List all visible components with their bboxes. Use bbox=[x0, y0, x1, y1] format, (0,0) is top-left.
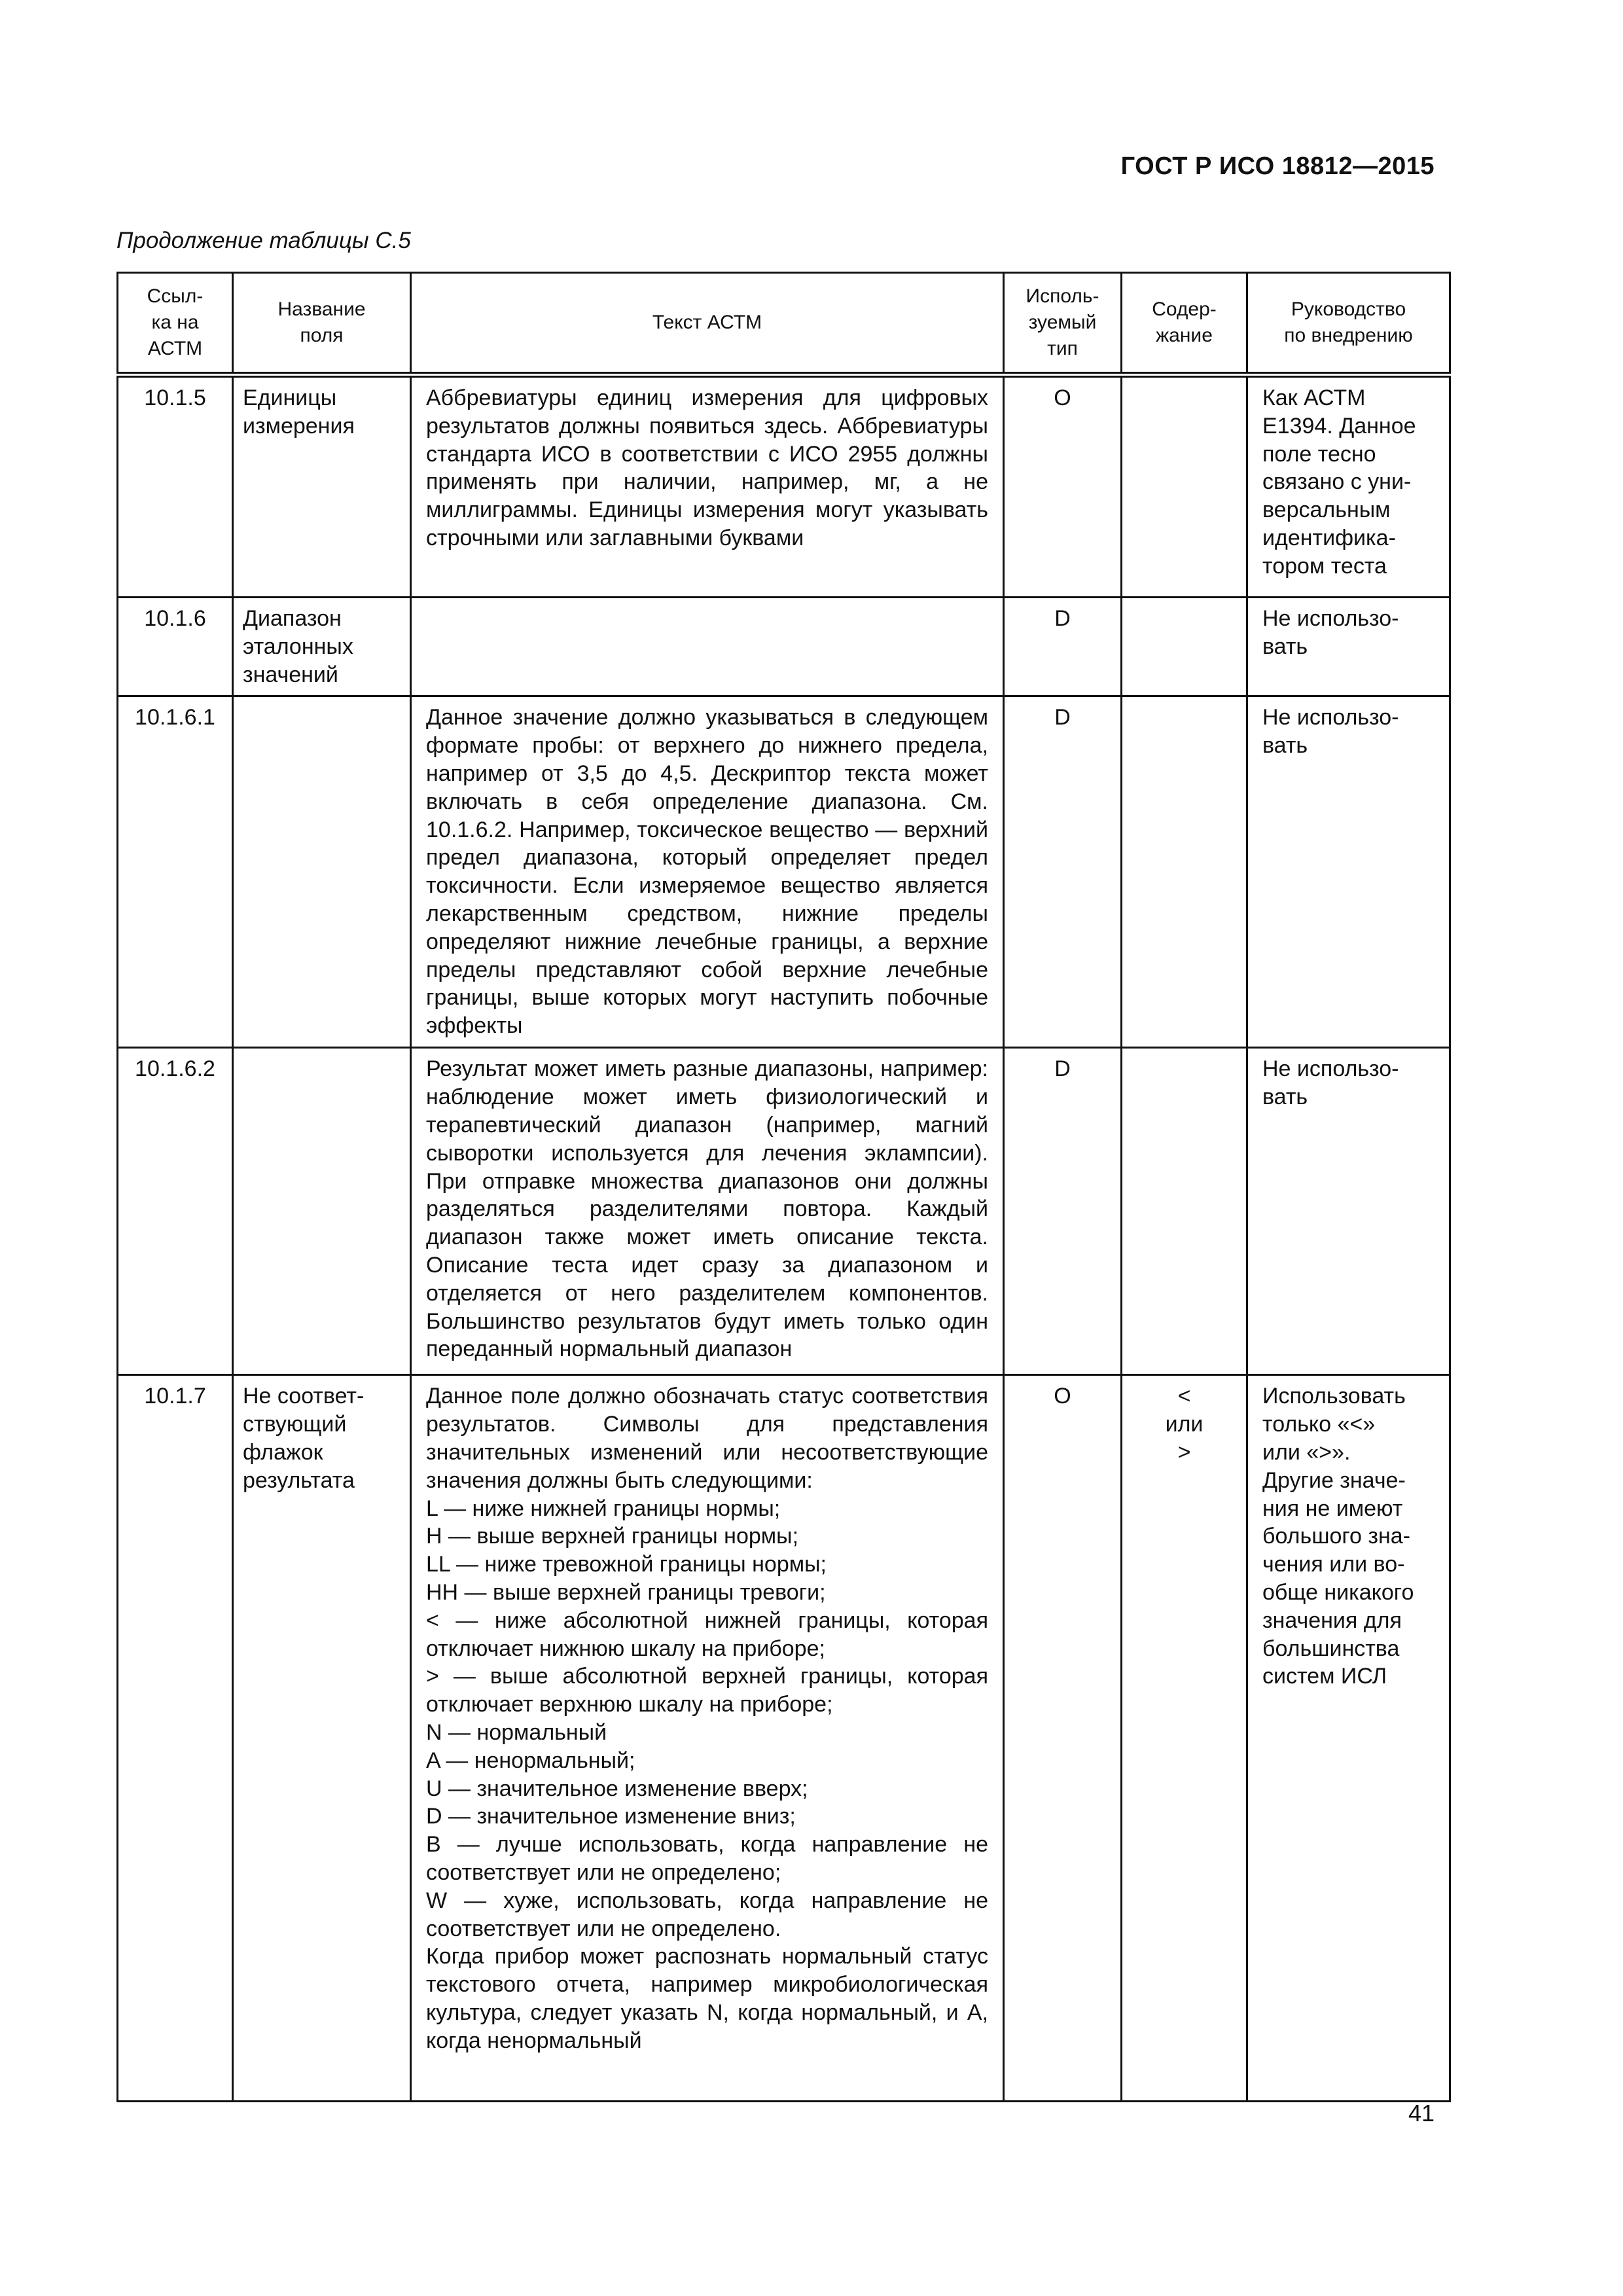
field-name-line: результата bbox=[243, 1467, 355, 1493]
astm-text-paragraph: Результат может иметь разные диапазоны, например: наблюдение может иметь физиологический и терапевтический диапазон (например, магний сыворотки используется для лечения эклампсии). При отправке множества диапазонов они должны разделяться разделителями повтора. Каждый диапазон также может иметь описание текста. Описание теста идет сразу за диапазоном и отделяется от него разделителем компонентов. Большинство результатов будут иметь только один переданный нормальный диапазон bbox=[426, 1056, 988, 1362]
cell-used-type bbox=[1004, 1048, 1122, 1375]
implementation-guide-line: значения для bbox=[1262, 1607, 1402, 1633]
field-name-line: Диапазон bbox=[243, 606, 342, 631]
cell-content bbox=[1122, 1048, 1247, 1375]
astm-text-paragraph: Когда прибор может распознать нормальный статус текстового отчета, например микробиологическая культура, следует указать N, когда нормальный, и A, когда ненормальный bbox=[426, 1944, 988, 2053]
implementation-guide-line: поле тесно bbox=[1262, 441, 1376, 467]
table-row bbox=[118, 696, 1450, 1048]
astm-text-paragraph: > — выше абсолютной верхней границы, которая отключает верхнюю шкалу на приборе; bbox=[426, 1664, 988, 1717]
field-name-line: измерения bbox=[243, 413, 355, 439]
astm-text-paragraph: Аббревиатуры единиц измерения для цифровых результатов должны появиться здесь. Аббревиатуры стандарта ИСО в соответствии с ИСО 2955 должны применять при наличии, например, мг, а не миллиграммы. Единицы измерения могут указывать строчными или заглавными буквами bbox=[426, 386, 988, 550]
astm-reference-value: 10.1.6 bbox=[144, 606, 206, 631]
implementation-guide-line: Е1394. Данное bbox=[1262, 413, 1416, 439]
cell-astm-text bbox=[411, 1375, 1004, 2102]
cell-content bbox=[1122, 1375, 1247, 2102]
astm-reference-value: 10.1.5 bbox=[144, 386, 206, 410]
column-header-line: Текст АСТМ bbox=[652, 312, 762, 333]
column-header-line: зуемый bbox=[1028, 312, 1097, 333]
astm-text-paragraph: D — значительное изменение вниз; bbox=[426, 1804, 796, 1829]
cell-content bbox=[1122, 696, 1247, 1048]
cell-implementation-guide bbox=[1247, 1375, 1450, 2102]
column-header-line: Ссыл- bbox=[147, 285, 204, 307]
cell-used-type bbox=[1004, 598, 1122, 696]
astm-reference-value: 10.1.6.2 bbox=[135, 1056, 215, 1082]
cell-astm-text bbox=[411, 696, 1004, 1048]
content-line: или bbox=[1165, 1412, 1204, 1437]
implementation-guide-line: тором теста bbox=[1262, 553, 1387, 579]
column-header-line: Руководство bbox=[1291, 298, 1406, 320]
implementation-guide-line: большого зна- bbox=[1262, 1524, 1410, 1549]
column-header-guide bbox=[1247, 273, 1450, 375]
cell-astm-reference bbox=[118, 598, 233, 696]
column-header-type bbox=[1004, 273, 1122, 375]
content-line: > bbox=[1177, 1439, 1191, 1465]
cell-field-name bbox=[233, 696, 411, 1048]
implementation-guide-line: версальным bbox=[1262, 497, 1391, 523]
column-header-text bbox=[411, 273, 1004, 375]
astm-text-paragraph: HH — выше верхней границы тревоги; bbox=[426, 1579, 826, 1605]
table-row bbox=[118, 1375, 1450, 2102]
astm-text-paragraph: LL — ниже тревожной границы нормы; bbox=[426, 1552, 827, 1577]
astm-reference-value: 10.1.6.1 bbox=[135, 705, 215, 730]
cell-implementation-guide bbox=[1247, 696, 1450, 1048]
used-type-value: D bbox=[1054, 606, 1071, 631]
used-type-value: D bbox=[1054, 1056, 1071, 1082]
column-header-name bbox=[233, 273, 411, 375]
cell-used-type bbox=[1004, 696, 1122, 1048]
implementation-guide-line: систем ИСЛ bbox=[1262, 1664, 1387, 1689]
implementation-guide-line: чения или во- bbox=[1262, 1552, 1405, 1577]
implementation-guide-line: Не использо- bbox=[1262, 606, 1399, 631]
implementation-guide-line: Как АСТМ bbox=[1262, 386, 1366, 410]
table-row bbox=[118, 598, 1450, 696]
table-caption: Продолжение таблицы С.5 bbox=[116, 228, 411, 253]
astm-text-paragraph: N — нормальный bbox=[426, 1719, 607, 1745]
column-header-line: АСТМ bbox=[147, 338, 203, 359]
column-header-ref bbox=[118, 273, 233, 375]
cell-implementation-guide bbox=[1247, 375, 1450, 598]
astm-text-paragraph: H — выше верхней границы нормы; bbox=[426, 1524, 799, 1549]
field-name-line: эталонных bbox=[243, 634, 353, 659]
field-name-line: ствующий bbox=[243, 1412, 347, 1437]
cell-astm-reference bbox=[118, 1375, 233, 2102]
cell-used-type bbox=[1004, 375, 1122, 598]
cell-astm-reference bbox=[118, 1048, 233, 1375]
cell-content bbox=[1122, 598, 1247, 696]
field-name-line: Единицы bbox=[243, 386, 337, 410]
implementation-guide-line: ния не имеют bbox=[1262, 1496, 1403, 1521]
field-name-line: флажок bbox=[243, 1439, 323, 1465]
column-header-line: по внедрению bbox=[1284, 325, 1413, 346]
implementation-guide-line: связано с уни- bbox=[1262, 469, 1412, 495]
column-header-line: тип bbox=[1047, 338, 1078, 359]
field-name-line: значений bbox=[243, 662, 338, 687]
document-designation: ГОСТ Р ИСО 18812—2015 bbox=[1120, 152, 1435, 180]
column-header-content bbox=[1122, 273, 1247, 375]
astm-text-paragraph: L — ниже нижней границы нормы; bbox=[426, 1496, 781, 1521]
cell-content bbox=[1122, 375, 1247, 598]
astm-text-paragraph: < — ниже абсолютной нижней границы, которая отключает нижнюю шкалу на приборе; bbox=[426, 1607, 988, 1661]
implementation-guide-line: или «>». bbox=[1262, 1439, 1351, 1465]
table-header-row bbox=[118, 273, 1450, 375]
implementation-guide-line: Использовать bbox=[1262, 1384, 1406, 1409]
implementation-guide-line: идентифика- bbox=[1262, 525, 1396, 550]
implementation-guide-line: вать bbox=[1262, 733, 1308, 759]
cell-implementation-guide bbox=[1247, 598, 1450, 696]
cell-field-name bbox=[233, 375, 411, 598]
astm-text-paragraph: W — хуже, использовать, когда направление не соответствует или не определено. bbox=[426, 1888, 988, 1941]
cell-field-name bbox=[233, 1375, 411, 2102]
column-header-line: поля bbox=[300, 325, 344, 346]
implementation-guide-line: Не использо- bbox=[1262, 705, 1399, 730]
used-type-value: O bbox=[1054, 1384, 1071, 1409]
table-row bbox=[118, 1048, 1450, 1375]
cell-astm-text bbox=[411, 598, 1004, 696]
cell-astm-reference bbox=[118, 696, 233, 1048]
column-header-line: Исполь- bbox=[1026, 285, 1099, 307]
astm-text-paragraph: Данное значение должно указываться в следующем формате пробы: от верхнего до нижнего предела, например от 3,5 до 4,5. Дескриптор текста может включать в себя определение диапазона. См. 10.1.6.2. Например, токсическое вещество — верхний предел диапазона, который определяет предел токсичности. Если измеряемое вещество является лекарственным средством, нижние пределы определяют нижние лечебные границы, а верхние пределы представляют собой верхние лечебные границы, выше которых могут наступить побочные эффекты bbox=[426, 705, 988, 1039]
astm-reference-value: 10.1.7 bbox=[144, 1384, 206, 1409]
implementation-guide-line: Другие значе- bbox=[1262, 1467, 1406, 1493]
content-line: < bbox=[1177, 1384, 1191, 1409]
astm-text-paragraph: U — значительное изменение вверх; bbox=[426, 1776, 808, 1801]
field-name-line: Не соответ- bbox=[243, 1384, 365, 1409]
column-header-line: жание bbox=[1156, 325, 1213, 346]
implementation-guide-line: обще никакого bbox=[1262, 1579, 1414, 1605]
implementation-guide-line: Не использо- bbox=[1262, 1056, 1399, 1082]
column-header-line: Содер- bbox=[1152, 298, 1217, 320]
astm-text-paragraph: B — лучше использовать, когда направление не соответствует или не определено; bbox=[426, 1832, 988, 1885]
implementation-guide-line: вать bbox=[1262, 634, 1308, 659]
table-row bbox=[118, 375, 1450, 598]
cell-field-name bbox=[233, 598, 411, 696]
used-type-value: D bbox=[1054, 705, 1071, 730]
implementation-guide-line: только «<» bbox=[1262, 1412, 1376, 1437]
specification-table bbox=[116, 272, 1451, 2102]
implementation-guide-line: вать bbox=[1262, 1085, 1308, 1110]
implementation-guide-line: большинства bbox=[1262, 1636, 1400, 1661]
table-body bbox=[118, 375, 1450, 2102]
cell-astm-text bbox=[411, 375, 1004, 598]
cell-field-name bbox=[233, 1048, 411, 1375]
astm-text-paragraph: A — ненормальный; bbox=[426, 1748, 635, 1773]
page-number: 41 bbox=[1408, 2100, 1435, 2126]
astm-text-paragraph: Данное поле должно обозначать статус соответствия результатов. Символы для представления значительных изменений или несоответствующие значения должны быть следующими: bbox=[426, 1384, 988, 1493]
cell-implementation-guide bbox=[1247, 1048, 1450, 1375]
column-header-line: ка на bbox=[151, 312, 199, 333]
cell-used-type bbox=[1004, 1375, 1122, 2102]
column-header-line: Название bbox=[277, 298, 366, 320]
cell-astm-reference bbox=[118, 375, 233, 598]
used-type-value: O bbox=[1054, 386, 1071, 410]
cell-astm-text bbox=[411, 1048, 1004, 1375]
